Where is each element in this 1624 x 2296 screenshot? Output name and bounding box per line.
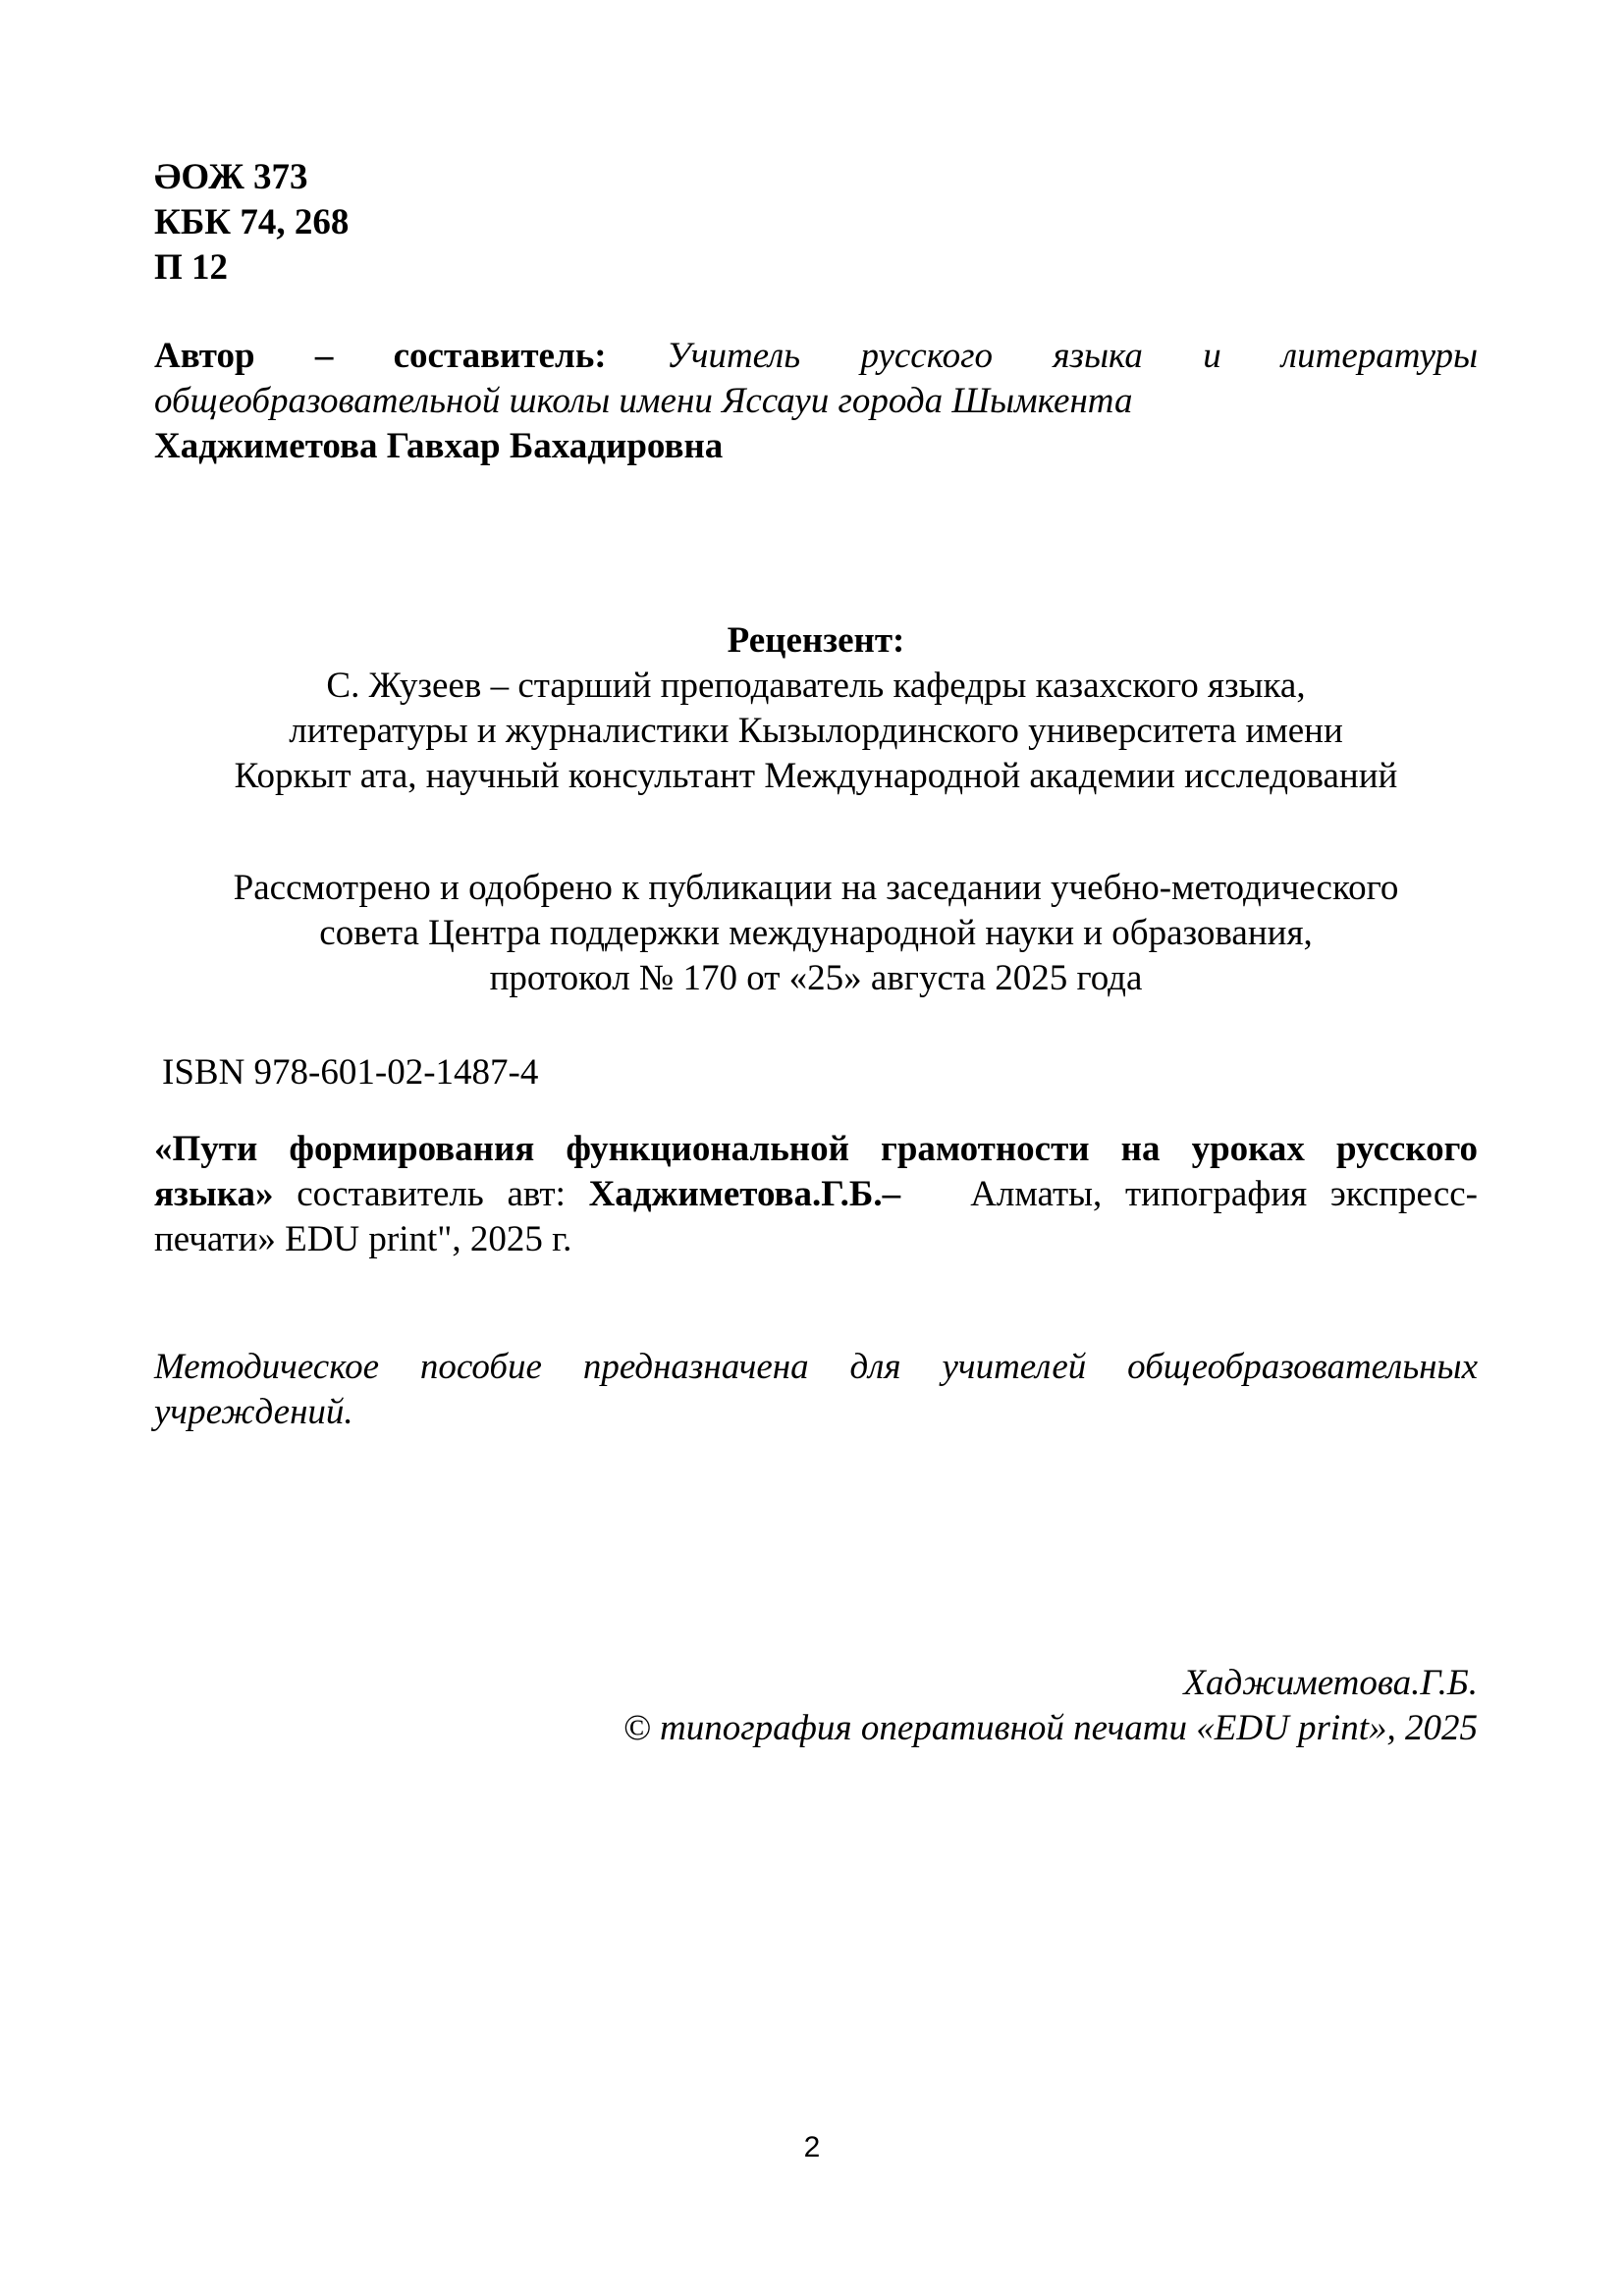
author-position-word: и <box>1203 336 1221 376</box>
purpose-block <box>154 1345 1478 1435</box>
udc-code: ӘОЖ 373 <box>154 157 308 197</box>
author-dash: – <box>314 336 334 376</box>
copyright-block <box>154 1661 1478 1751</box>
purpose-line-2: учреждений. <box>154 1392 353 1432</box>
author-position-word: Учитель <box>666 336 801 376</box>
lbc-code: КБК 74, 268 <box>154 202 350 242</box>
compiler-label: составитель авт: <box>273 1174 589 1214</box>
copyright-notice: © типография оперативной печати «EDU print», 2025 <box>623 1708 1478 1748</box>
reviewer-block <box>154 618 1478 799</box>
author-block <box>154 334 1478 469</box>
bibliographic-line-2 <box>154 1172 1478 1217</box>
compiler-name: Хаджиметова.Г.Б.– <box>588 1174 901 1214</box>
reviewer-line: Коркыт ата, научный консультант Международной академии исследований <box>234 756 1398 796</box>
publisher-part-2: печати» EDU print", 2025 г. <box>154 1219 572 1259</box>
author-position-word: языка <box>1053 336 1143 376</box>
approval-block <box>154 866 1478 1001</box>
author-mark: П 12 <box>154 247 229 288</box>
author-label: Автор <box>154 336 255 376</box>
author-position-word: литературы <box>1281 336 1479 376</box>
author-position-line-2: общеобразовательной школы имени Яссауи города Шымкента <box>154 381 1133 421</box>
approval-line: протокол № 170 от «25» августа 2025 года <box>489 958 1143 998</box>
book-title-end: языка» <box>154 1174 274 1214</box>
page-number: 2 <box>803 2131 821 2163</box>
isbn: ISBN 978-601-02-1487-4 <box>162 1052 539 1093</box>
approval-line: совета Центра поддержки международной науки и образования, <box>319 913 1313 953</box>
reviewer-heading: Рецензент: <box>727 620 905 661</box>
copyright-author: Хаджиметова.Г.Б. <box>1183 1663 1478 1703</box>
author-line-1 <box>154 334 1478 379</box>
publisher-part-1: Алматы, типография экспресс- <box>900 1174 1478 1214</box>
author-role: составитель: <box>393 336 607 376</box>
bibliographic-block <box>154 1127 1478 1262</box>
book-title-line-1: «Пути формирования функциональной грамотности на уроках русского <box>154 1129 1478 1169</box>
approval-line: Рассмотрено и одобрено к публикации на заседании учебно-методического <box>233 868 1399 908</box>
reviewer-line: С. Жузеев – старший преподаватель кафедры казахского языка, <box>326 666 1306 706</box>
purpose-line-1: Методическое пособие предназначена для учителей общеобразовательных <box>154 1347 1478 1387</box>
classification-codes <box>154 155 1478 291</box>
reviewer-line: литературы и журналистики Кызылординского университета имени <box>289 711 1343 751</box>
author-name: Хаджиметова Гавхар Бахадировна <box>154 426 724 466</box>
author-position-word: русского <box>860 336 994 376</box>
